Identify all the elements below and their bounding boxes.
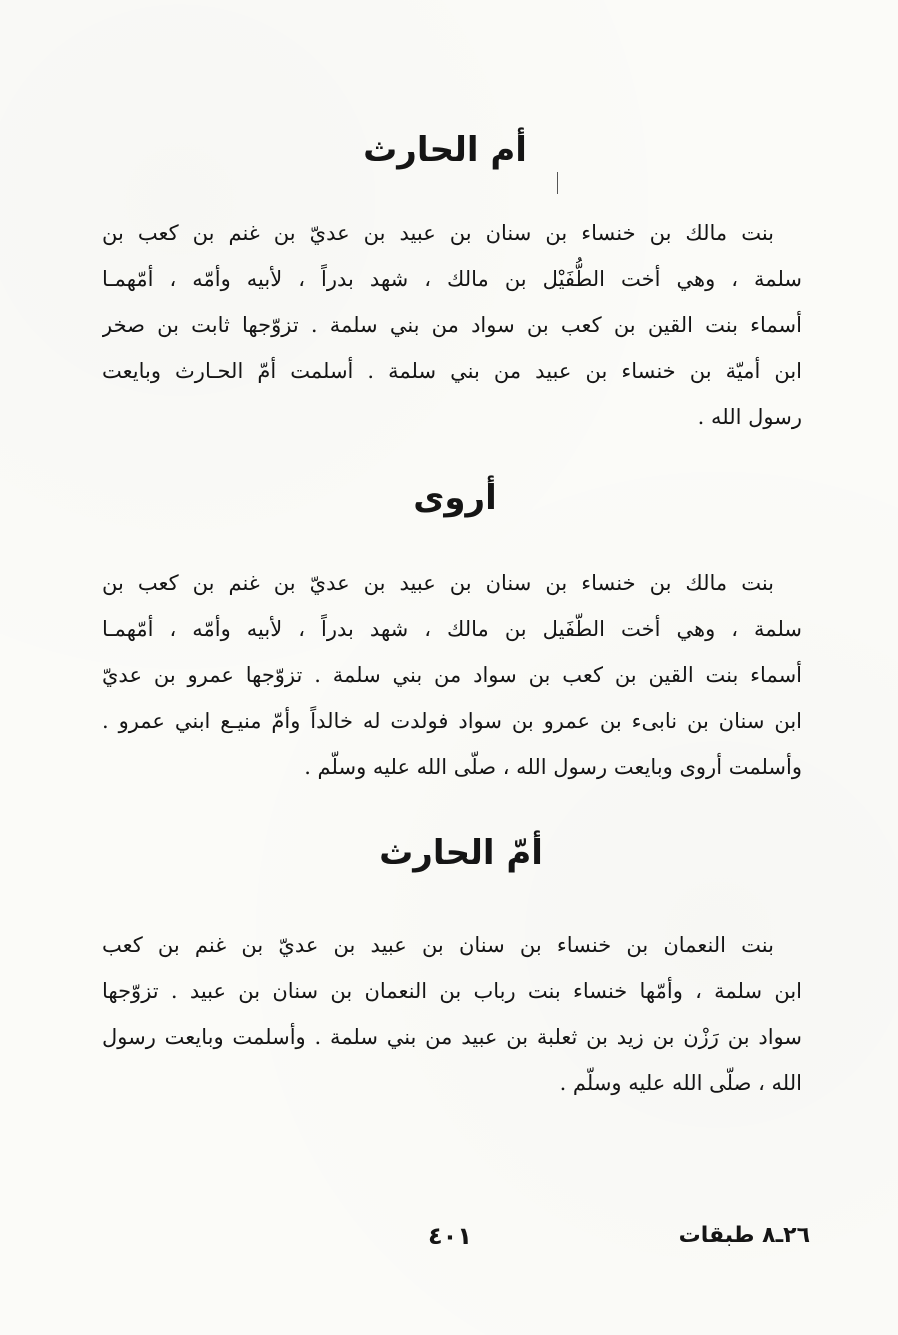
- section-paragraph-1: [102, 210, 802, 440]
- section-heading-2: أروى: [413, 478, 497, 518]
- paragraph-line: ابن سنان بن نابىء بن عمرو بن سواد فولدت له خالداً وأمّ منيـع ابني عمرو .: [102, 709, 802, 733]
- paragraph-line: سلمة ، وهي أخت الطّفَيل بن مالك ، شهد بدراً ، لأبيه وأمّه ، أمّهمـا: [102, 617, 802, 641]
- paragraph-line: بنت مالك بن خنساء بن سنان بن عبيد بن عديّ بن غنم بن كعب بن: [102, 221, 774, 245]
- paragraph-line: بنت النعمان بن خنساء بن سنان بن عبيد بن عديّ بن غنم بن كعب: [102, 933, 774, 957]
- paragraph-line: وأسلمت أروى وبايعت رسول الله ، صلّى الله عليه وسلّم .: [304, 755, 802, 779]
- paragraph-line: الله ، صلّى الله عليه وسلّم .: [559, 1071, 802, 1095]
- section-paragraph-2: [102, 560, 802, 790]
- paragraph-line: أسماء بنت القين بن كعب بن سواد من بني سلمة . تزوّجها ثابت بن صخر: [102, 313, 802, 337]
- paragraph-line: سلمة ، وهي أخت الطُّفَيْل بن مالك ، شهد بدراً ، لأبيه وأمّه ، أمّهمـا: [102, 267, 802, 291]
- paragraph-line: أسماء بنت القين بن كعب بن سواد من بني سلمة . تزوّجها عمرو بن عديّ: [102, 663, 802, 687]
- signature-mark: ٢٦ـ٨ طبقات: [678, 1223, 810, 1248]
- paragraph-line: سواد بن رَزْن بن زيد بن ثعلبة بن عبيد من بني سلمة . وأسلمت وبايعت رسول: [102, 1025, 802, 1049]
- paragraph-line: رسول الله .: [697, 405, 802, 429]
- section-heading-3: أمّ الحارث: [379, 833, 543, 873]
- section-paragraph-3: [102, 922, 802, 1106]
- paragraph-line: بنت مالك بن خنساء بن سنان بن عبيد بن عديّ بن غنم بن كعب بن: [102, 571, 774, 595]
- page-number: ٤٠١: [428, 1222, 472, 1250]
- paragraph-line: ابن أميّة بن خنساء بن عبيد من بني سلمة . أسلمت أمّ الحـارث وبايعت: [102, 359, 802, 383]
- vertical-mark: [557, 172, 558, 194]
- section-heading-1: أم الحارث: [363, 130, 527, 170]
- paragraph-line: ابن سلمة ، وأمّها خنساء بنت رباب بن النعمان بن سنان بن عبيد . تزوّجها: [102, 979, 802, 1003]
